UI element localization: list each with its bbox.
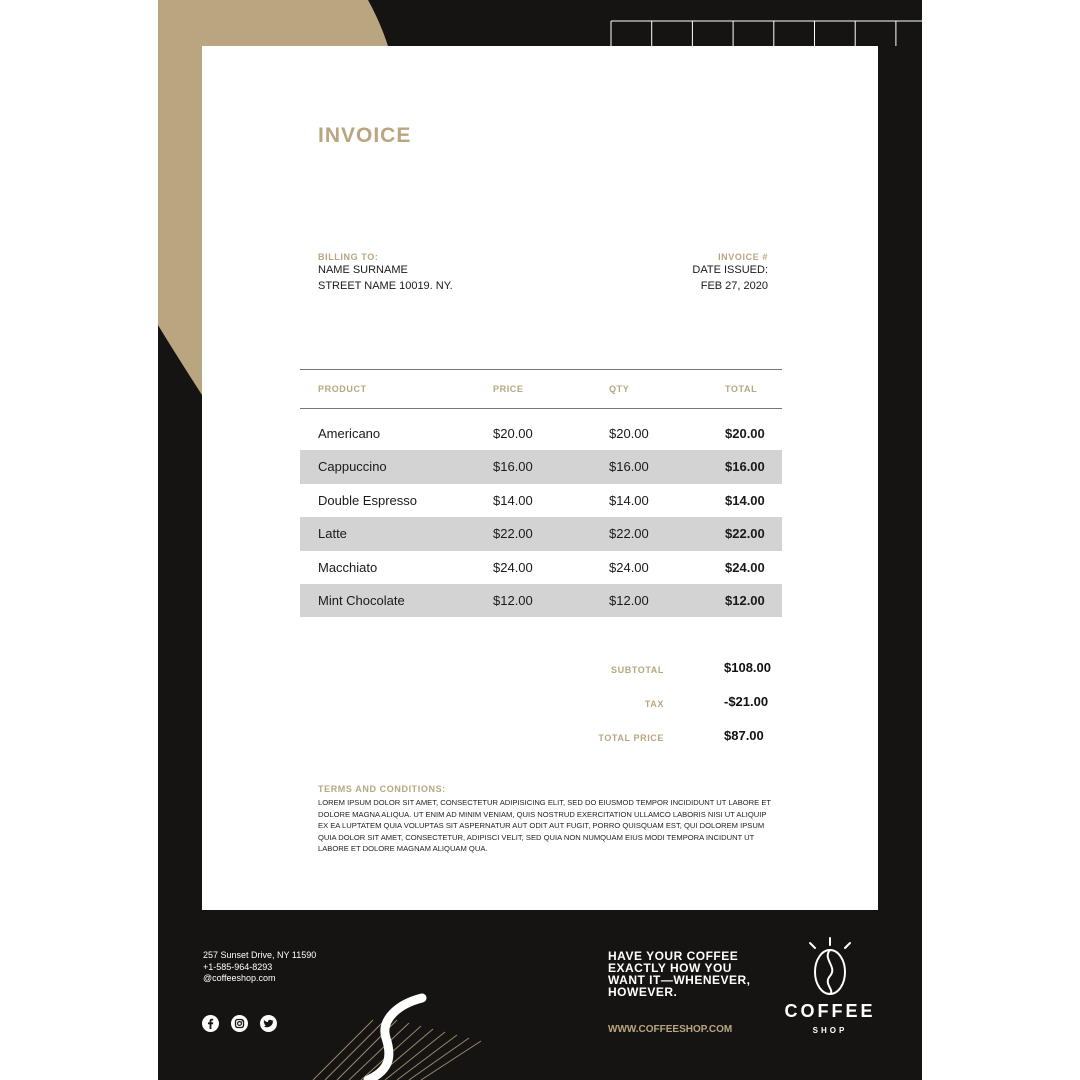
coffee-shop-logo xyxy=(780,935,880,1045)
cell-total: $12.00 xyxy=(725,592,765,608)
cell-qty: $22.00 xyxy=(609,526,649,542)
date-issued-value: FEB 27, 2020 xyxy=(700,280,768,292)
total-price-value: $87.00 xyxy=(724,728,764,743)
table-row xyxy=(300,450,782,483)
cell-total: $22.00 xyxy=(725,526,765,542)
cell-price: $20.00 xyxy=(493,426,533,441)
tax-line xyxy=(582,694,782,714)
cell-product: Cappuccino xyxy=(318,459,387,475)
email-handle-text: @coffeeshop.com xyxy=(203,973,276,983)
billing-street: STREET NAME 10019. NY. xyxy=(318,280,453,292)
cell-qty: $12.00 xyxy=(609,592,649,608)
instagram-icon[interactable] xyxy=(231,1015,248,1032)
cell-qty: $16.00 xyxy=(609,459,649,475)
phone-text: +1-585-964-8293 xyxy=(203,961,273,972)
table-row xyxy=(300,484,782,517)
website-link[interactable]: WWW.COFFEESHOP.COM xyxy=(608,1024,733,1035)
invoice-sheet xyxy=(202,46,878,910)
cell-total: $16.00 xyxy=(725,459,765,475)
product-table xyxy=(300,369,782,617)
billing-block xyxy=(318,252,453,294)
tax-value: -$21.00 xyxy=(724,694,769,709)
subtotal-label: SUBTOTAL xyxy=(611,665,664,675)
tagline-line: HOWEVER. xyxy=(608,985,678,999)
total-price-label: TOTAL PRICE xyxy=(598,733,664,743)
billing-name: NAME SURNAME xyxy=(318,264,408,276)
date-issued-label: DATE ISSUED: xyxy=(692,264,768,276)
table-row xyxy=(300,584,782,617)
table-row xyxy=(300,517,782,550)
contact-info xyxy=(203,950,316,985)
tagline-line: WANT IT—WHENEVER, xyxy=(608,973,751,987)
column-header-total: TOTAL xyxy=(725,384,758,394)
cell-total: $20.00 xyxy=(725,426,765,441)
terms-block xyxy=(318,784,773,855)
cell-price: $24.00 xyxy=(493,559,533,575)
table-row xyxy=(300,417,782,450)
cell-product: Americano xyxy=(318,426,381,441)
cell-price: $16.00 xyxy=(493,459,533,475)
cell-product: Macchiato xyxy=(318,559,378,575)
subtotal-line xyxy=(582,660,782,680)
brand-name: COFFEE xyxy=(784,1001,876,1021)
cell-price: $12.00 xyxy=(493,592,533,608)
cell-total: $14.00 xyxy=(725,492,765,508)
terms-body: LOREM IPSUM DOLOR SIT AMET, CONSECTETUR ADIPISICING ELIT, SED DO EIUSMOD TEMPOR INCIDIDUNT UT LABORE ET DOLORE MAGNA ALIQUA. UT ENIM AD MINIM VENIAM, QUIS NOSTRUD EXERCITATION ULLAMCO LABORIS NISI UT ALIQUIP EX EA LUPTATEM QUIA VOLUPTAS SIT ASPERNATUR AUT ODIT AUT FUGIT, PORRO QUISQUAM EST, QUI DOLOREM IPSUM QUIA DOLOR SIT AMET, CONSECTETUR, ADIPISCI VELIT, SED QUIA NON NUMQUAM EIUS MODI TEMPORA INCIDUNT UT LABORE ET DOLORE MAGNAM ALIQUAM QUA. xyxy=(318,798,771,853)
tagline-line: HAVE YOUR COFFEE xyxy=(608,949,739,963)
tax-label: TAX xyxy=(644,699,664,709)
tagline xyxy=(608,950,788,998)
cell-product: Double Espresso xyxy=(318,492,417,508)
billing-label: BILLING TO: xyxy=(318,252,379,262)
table-row xyxy=(300,551,782,584)
table-body xyxy=(300,417,782,617)
invoice-meta-block xyxy=(692,252,768,294)
tagline-line: EXACTLY HOW YOU xyxy=(608,961,732,975)
cell-price: $14.00 xyxy=(493,492,533,508)
cell-price: $22.00 xyxy=(493,526,533,542)
cell-qty: $14.00 xyxy=(609,492,649,508)
cell-total: $24.00 xyxy=(725,559,765,575)
column-header-price: PRICE xyxy=(493,384,524,394)
invoice-number-label: INVOICE # xyxy=(718,252,768,262)
coffee-bean-icon xyxy=(780,935,880,1005)
cell-qty: $24.00 xyxy=(609,559,649,575)
twitter-icon[interactable] xyxy=(260,1015,277,1032)
table-header xyxy=(300,370,782,409)
invoice-title: INVOICE xyxy=(318,124,412,147)
facebook-icon[interactable] xyxy=(202,1015,219,1032)
column-header-qty: QTY xyxy=(609,384,630,394)
cell-product: Mint Chocolate xyxy=(318,592,405,608)
address-text: 257 Sunset Drive, NY 11590 xyxy=(203,950,317,960)
cell-product: Latte xyxy=(318,526,347,542)
column-header-product: PRODUCT xyxy=(318,384,367,394)
total-price-line xyxy=(582,728,782,748)
subtotal-value: $108.00 xyxy=(724,660,771,675)
brand-subtitle: SHOP xyxy=(812,1026,848,1035)
terms-label: TERMS AND CONDITIONS: xyxy=(318,784,446,794)
cell-qty: $20.00 xyxy=(609,426,649,441)
